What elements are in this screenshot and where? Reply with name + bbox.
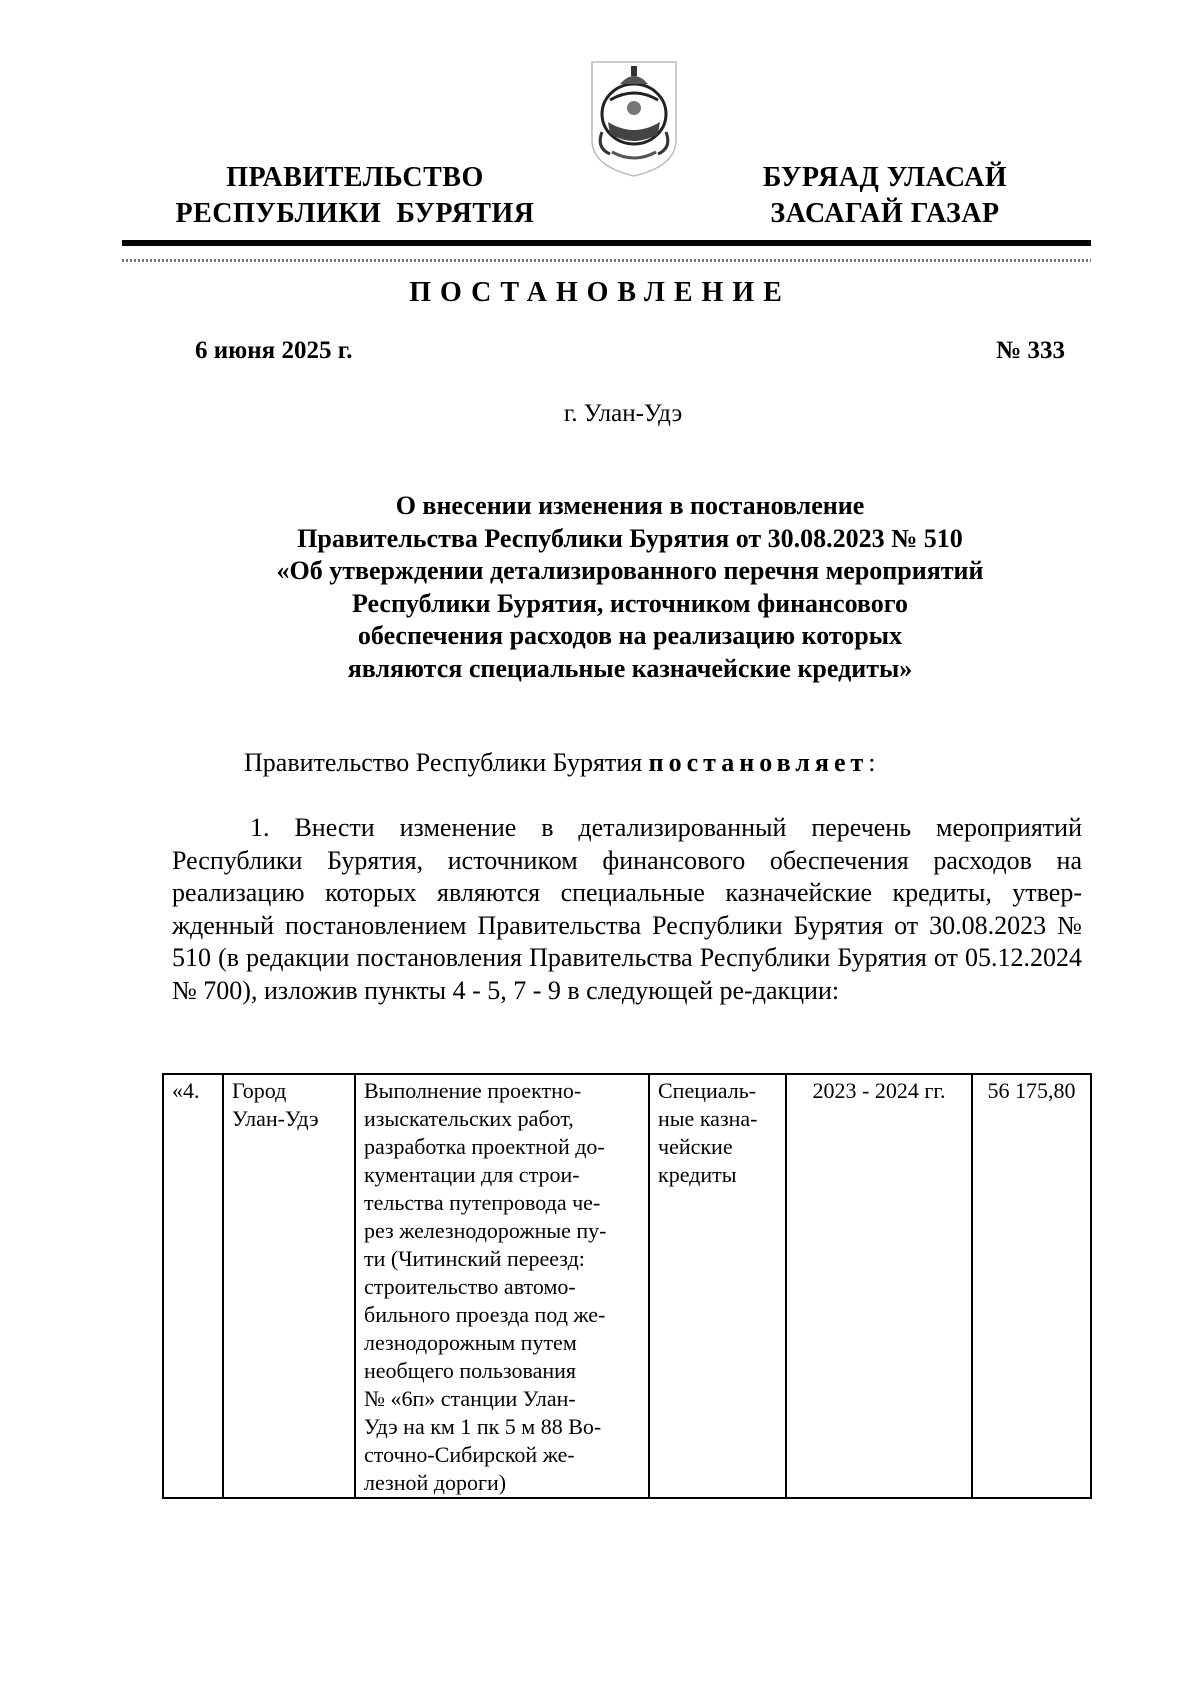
description-line: тельства путепровода че- — [364, 1190, 601, 1215]
source-line: кредиты — [658, 1162, 737, 1187]
header-right-line-2: ЗАСАГАЙ ГАЗАР — [770, 198, 1000, 229]
document-city: г. Улан-Удэ — [563, 400, 683, 427]
header-left — [170, 160, 540, 232]
coat-of-arms-icon — [588, 56, 680, 180]
header-divider-thin — [122, 259, 1091, 262]
municipality-line: Улан-Удэ — [232, 1106, 319, 1131]
intro-text: Правительство Республики Бурятия — [244, 748, 649, 777]
header-divider-thick — [122, 240, 1091, 246]
cell-amount: 56 175,80 — [972, 1074, 1091, 1498]
intro-tail: : — [868, 748, 876, 777]
header-right — [735, 160, 1035, 232]
description-line: Выполнение проектно- — [364, 1078, 582, 1103]
description-line: бильного проезда под же- — [364, 1302, 606, 1327]
subject-line: являются специальные казначейские кредиты» — [347, 653, 913, 683]
description-line: лезной дороги) — [364, 1470, 507, 1495]
description-line: сточно-Сибирской же- — [364, 1442, 575, 1467]
description-line: № «6п» станции Улан- — [364, 1386, 576, 1411]
description-line: необщего пользования — [364, 1358, 576, 1383]
subject-line: обеспечения расходов на реализацию которых — [357, 621, 903, 650]
description-line: изыскательских работ, — [364, 1106, 574, 1131]
cell-municipality — [223, 1074, 355, 1498]
description-line: рез железнодорожные пу- — [364, 1218, 607, 1243]
description-line: Удэ на км 1 пк 5 м 88 Во- — [364, 1414, 602, 1439]
description-line: ти (Читинский переезд: — [364, 1246, 585, 1271]
document-number: № 333 — [996, 337, 1065, 364]
item-1-paragraph: 1. Внести изменение в детализированный перечень мероприятий Республики Бурятия, источником финансового обеспечения расходов на реализацию которых являются специальные казначейские кредиты, утвер-жденный постановлением Правительства Республики Бурятия от 30.08.2023 № 510 (в редакции постановления Правительства Республики Бурятия от 05.12.2024 № 700), изложив пункты 4 - 5, 7 - 9 в следующей ре-дакции: — [172, 813, 1082, 1005]
description-line: строительство автомо- — [364, 1274, 576, 1299]
subject-line: «Об утверждении детализированного перечня мероприятий — [276, 556, 984, 585]
header-left-line-2: РЕСПУБЛИКИ БУРЯТИЯ — [175, 198, 535, 229]
subject-line: Правительства Республики Бурятия от 30.08.2023 № 510 — [297, 523, 963, 553]
source-line: ные казна- — [658, 1106, 758, 1131]
cell-funding-source — [649, 1074, 786, 1498]
cell-period: 2023 - 2024 гг. — [786, 1074, 972, 1498]
description-line: кументации для строи- — [364, 1162, 580, 1187]
intro-emphasis: постановляет — [648, 748, 869, 777]
description-line: лезнодорожным путем — [364, 1330, 577, 1355]
header-right-line-1: БУРЯАД УЛАСАЙ — [762, 162, 1008, 193]
document-date: 6 июня 2025 г. — [195, 337, 353, 364]
source-line: чейские — [658, 1134, 733, 1159]
source-line: Специаль- — [658, 1078, 757, 1103]
municipality-line: Город — [232, 1078, 287, 1103]
cell-description — [355, 1074, 649, 1498]
subject-line: Республики Бурятия, источником финансового — [352, 588, 908, 618]
description-line: разработка проектной до- — [364, 1134, 605, 1159]
amendment-table — [162, 1073, 1092, 1499]
cell-number: «4. — [163, 1074, 223, 1498]
table-row — [163, 1074, 1091, 1498]
header-left-line-1: ПРАВИТЕЛЬСТВО — [226, 162, 484, 193]
document-type: ПОСТАНОВЛЕНИЕ — [409, 277, 791, 308]
document-subject — [150, 490, 1110, 685]
intro-paragraph — [172, 747, 1082, 780]
subject-line: О внесении изменения в постановление — [395, 491, 865, 520]
